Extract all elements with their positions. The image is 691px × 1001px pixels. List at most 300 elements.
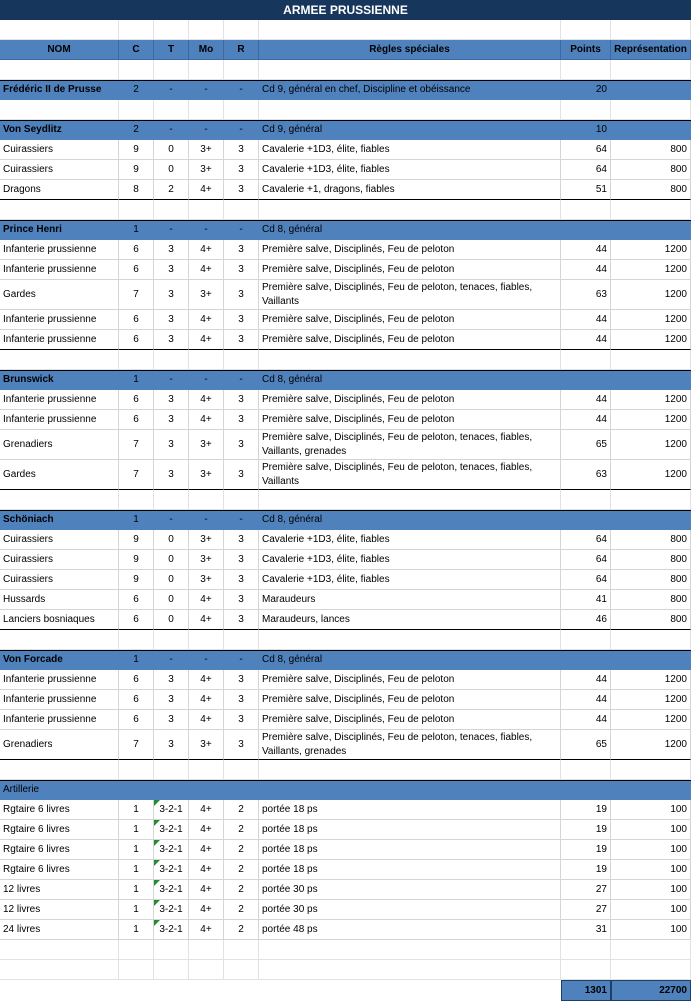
cell-r[interactable]: - xyxy=(224,81,259,100)
cell-mo[interactable]: 3+ xyxy=(189,530,224,550)
cell-r[interactable] xyxy=(224,100,259,120)
cell-nom[interactable]: Grenadiers xyxy=(0,730,119,760)
cell-c[interactable]: 6 xyxy=(119,410,154,430)
cell-r[interactable]: 3 xyxy=(224,590,259,610)
cell-rep[interactable] xyxy=(611,121,691,140)
cell-c[interactable] xyxy=(119,200,154,220)
cell-c[interactable] xyxy=(119,980,154,1001)
cell-r[interactable]: 3 xyxy=(224,330,259,350)
cell-points[interactable]: 63 xyxy=(561,460,611,490)
cell-points[interactable]: 20 xyxy=(561,81,611,100)
cell-t[interactable] xyxy=(154,760,189,780)
cell-rep[interactable]: 100 xyxy=(611,920,691,940)
cell-rep[interactable] xyxy=(611,350,691,370)
cell-t[interactable] xyxy=(154,490,189,510)
cell-nom[interactable]: Infanterie prussienne xyxy=(0,670,119,690)
cell-t[interactable]: 3-2-1 xyxy=(154,860,189,880)
cell-c[interactable]: 9 xyxy=(119,530,154,550)
cell-rep[interactable]: 1200 xyxy=(611,430,691,460)
cell-t[interactable]: 3 xyxy=(154,330,189,350)
cell-c[interactable] xyxy=(119,940,154,960)
cell-points[interactable]: 44 xyxy=(561,390,611,410)
cell-mo[interactable] xyxy=(189,781,224,800)
cell-rep[interactable]: 800 xyxy=(611,610,691,630)
cell-c[interactable]: 6 xyxy=(119,710,154,730)
cell-rep[interactable]: 800 xyxy=(611,590,691,610)
cell-mo[interactable]: 3+ xyxy=(189,570,224,590)
cell-rules[interactable]: portée 30 ps xyxy=(259,900,561,920)
cell-t[interactable] xyxy=(154,940,189,960)
cell-rep[interactable]: 100 xyxy=(611,840,691,860)
cell-rules[interactable] xyxy=(259,781,561,800)
cell-points[interactable]: 64 xyxy=(561,530,611,550)
cell-rules[interactable]: Première salve, Disciplinés, Feu de peloton xyxy=(259,240,561,260)
cell-r[interactable] xyxy=(224,980,259,1001)
cell-nom[interactable]: Infanterie prussienne xyxy=(0,390,119,410)
cell-rep[interactable] xyxy=(611,630,691,650)
cell-rep[interactable]: 1200 xyxy=(611,280,691,310)
cell-mo[interactable]: - xyxy=(189,121,224,140)
cell-nom[interactable]: Brunswick xyxy=(0,371,119,390)
cell-rep[interactable] xyxy=(611,511,691,530)
cell-rep[interactable]: 100 xyxy=(611,860,691,880)
cell-t[interactable]: 3 xyxy=(154,430,189,460)
cell-rep[interactable]: 100 xyxy=(611,820,691,840)
cell-rules[interactable]: Première salve, Disciplinés, Feu de peloton xyxy=(259,390,561,410)
cell-rep[interactable]: 1200 xyxy=(611,260,691,280)
cell-c[interactable] xyxy=(119,781,154,800)
cell-nom[interactable] xyxy=(0,200,119,220)
cell-mo[interactable]: 4+ xyxy=(189,260,224,280)
cell-r[interactable] xyxy=(224,200,259,220)
cell-rules[interactable]: Cavalerie +1D3, élite, fiables xyxy=(259,530,561,550)
cell-rules[interactable] xyxy=(259,940,561,960)
cell-rules[interactable]: Première salve, Disciplinés, Feu de peloton, tenaces, fiables, Vaillants, grenades xyxy=(259,730,561,760)
cell-r[interactable]: 3 xyxy=(224,260,259,280)
cell-c[interactable] xyxy=(119,60,154,80)
cell-c[interactable]: 6 xyxy=(119,330,154,350)
cell-t[interactable]: 3 xyxy=(154,280,189,310)
cell-points[interactable] xyxy=(561,781,611,800)
cell-rep[interactable] xyxy=(611,200,691,220)
cell-c[interactable]: 9 xyxy=(119,570,154,590)
cell-rules[interactable]: portée 30 ps xyxy=(259,880,561,900)
cell-nom[interactable] xyxy=(0,100,119,120)
cell-points[interactable]: 64 xyxy=(561,550,611,570)
cell-t[interactable]: 3 xyxy=(154,390,189,410)
cell-nom[interactable]: Cuirassiers xyxy=(0,160,119,180)
cell-c[interactable] xyxy=(119,760,154,780)
cell-r[interactable]: 3 xyxy=(224,240,259,260)
cell-mo[interactable] xyxy=(189,980,224,1001)
cell-rep[interactable]: 1200 xyxy=(611,240,691,260)
cell-mo[interactable]: 3+ xyxy=(189,430,224,460)
cell-points[interactable] xyxy=(561,760,611,780)
cell-points[interactable]: 65 xyxy=(561,430,611,460)
cell-r[interactable] xyxy=(224,960,259,980)
cell-rep[interactable]: 800 xyxy=(611,160,691,180)
cell-t[interactable]: 0 xyxy=(154,530,189,550)
cell-rules[interactable]: Première salve, Disciplinés, Feu de peloton xyxy=(259,260,561,280)
cell-rep[interactable] xyxy=(611,371,691,390)
cell-t[interactable]: 3 xyxy=(154,240,189,260)
cell-c[interactable]: 1 xyxy=(119,371,154,390)
cell-t[interactable]: - xyxy=(154,651,189,670)
cell-t[interactable] xyxy=(154,60,189,80)
cell-mo[interactable]: 4+ xyxy=(189,590,224,610)
cell-points[interactable] xyxy=(561,200,611,220)
cell-mo[interactable]: 4+ xyxy=(189,820,224,840)
cell-r[interactable]: 3 xyxy=(224,530,259,550)
cell-r[interactable]: 3 xyxy=(224,310,259,330)
cell-rep[interactable] xyxy=(611,81,691,100)
cell-rules[interactable]: Cd 8, général xyxy=(259,651,561,670)
cell-t[interactable]: 0 xyxy=(154,160,189,180)
cell-points[interactable]: 19 xyxy=(561,860,611,880)
cell-r[interactable]: 3 xyxy=(224,550,259,570)
cell-r[interactable]: 3 xyxy=(224,690,259,710)
cell-t[interactable] xyxy=(154,781,189,800)
cell-r[interactable]: 3 xyxy=(224,730,259,760)
cell-c[interactable]: 6 xyxy=(119,260,154,280)
cell-rep[interactable]: 1200 xyxy=(611,670,691,690)
cell-mo[interactable]: 4+ xyxy=(189,920,224,940)
cell-r[interactable]: 3 xyxy=(224,430,259,460)
cell-nom[interactable]: Grenadiers xyxy=(0,430,119,460)
cell-r[interactable]: 3 xyxy=(224,280,259,310)
cell-r[interactable]: 3 xyxy=(224,670,259,690)
cell-points[interactable] xyxy=(561,371,611,390)
cell-t[interactable] xyxy=(154,200,189,220)
cell-points[interactable]: 64 xyxy=(561,140,611,160)
cell-c[interactable]: 6 xyxy=(119,690,154,710)
cell-r[interactable] xyxy=(224,781,259,800)
cell-nom[interactable]: Von Seydlitz xyxy=(0,121,119,140)
cell-nom[interactable] xyxy=(0,490,119,510)
cell-c[interactable]: 1 xyxy=(119,651,154,670)
cell-rep[interactable] xyxy=(611,60,691,80)
cell-c[interactable]: C xyxy=(119,40,154,60)
cell-nom[interactable]: Infanterie prussienne xyxy=(0,240,119,260)
cell-c[interactable]: 6 xyxy=(119,240,154,260)
cell-rules[interactable]: Cd 8, général xyxy=(259,221,561,240)
cell-points[interactable] xyxy=(561,630,611,650)
cell-mo[interactable] xyxy=(189,630,224,650)
cell-mo[interactable] xyxy=(189,350,224,370)
cell-points[interactable]: 44 xyxy=(561,410,611,430)
cell-r[interactable]: 2 xyxy=(224,860,259,880)
cell-points[interactable] xyxy=(561,940,611,960)
cell-mo[interactable]: 4+ xyxy=(189,710,224,730)
cell-mo[interactable] xyxy=(189,760,224,780)
cell-r[interactable]: R xyxy=(224,40,259,60)
cell-rep[interactable]: 1200 xyxy=(611,410,691,430)
cell-rep[interactable] xyxy=(611,100,691,120)
cell-r[interactable] xyxy=(224,350,259,370)
cell-nom[interactable]: 24 livres xyxy=(0,920,119,940)
cell-c[interactable]: 1 xyxy=(119,511,154,530)
cell-rep[interactable] xyxy=(611,940,691,960)
cell-points[interactable]: 27 xyxy=(561,900,611,920)
cell-nom[interactable]: Cuirassiers xyxy=(0,550,119,570)
cell-t[interactable]: 0 xyxy=(154,140,189,160)
cell-r[interactable]: - xyxy=(224,511,259,530)
cell-t[interactable]: 3-2-1 xyxy=(154,800,189,820)
cell-points[interactable]: 63 xyxy=(561,280,611,310)
cell-rep[interactable]: 800 xyxy=(611,570,691,590)
cell-rules[interactable] xyxy=(259,630,561,650)
cell-c[interactable] xyxy=(119,960,154,980)
cell-nom[interactable]: Gardes xyxy=(0,460,119,490)
cell-nom[interactable]: Hussards xyxy=(0,590,119,610)
cell-mo[interactable] xyxy=(189,960,224,980)
cell-nom[interactable]: 12 livres xyxy=(0,900,119,920)
cell-rep[interactable] xyxy=(611,760,691,780)
cell-rules[interactable] xyxy=(259,960,561,980)
cell-points[interactable] xyxy=(561,651,611,670)
cell-r[interactable]: - xyxy=(224,371,259,390)
cell-t[interactable]: 3 xyxy=(154,670,189,690)
cell-c[interactable]: 1 xyxy=(119,880,154,900)
cell-mo[interactable]: - xyxy=(189,81,224,100)
cell-points[interactable]: 41 xyxy=(561,590,611,610)
cell-t[interactable] xyxy=(154,20,189,40)
cell-nom[interactable] xyxy=(0,20,119,40)
cell-points[interactable]: 44 xyxy=(561,690,611,710)
cell-mo[interactable]: 4+ xyxy=(189,180,224,200)
cell-points[interactable]: 44 xyxy=(561,240,611,260)
cell-t[interactable]: 0 xyxy=(154,550,189,570)
cell-r[interactable]: - xyxy=(224,651,259,670)
cell-r[interactable]: 3 xyxy=(224,710,259,730)
cell-rep[interactable] xyxy=(611,960,691,980)
cell-t[interactable]: 0 xyxy=(154,570,189,590)
cell-t[interactable] xyxy=(154,630,189,650)
cell-r[interactable]: 2 xyxy=(224,820,259,840)
cell-nom[interactable] xyxy=(0,60,119,80)
cell-rules[interactable]: portée 18 ps xyxy=(259,840,561,860)
cell-nom[interactable]: Cuirassiers xyxy=(0,140,119,160)
cell-c[interactable]: 1 xyxy=(119,820,154,840)
cell-t[interactable]: 3-2-1 xyxy=(154,840,189,860)
cell-nom[interactable]: NOM xyxy=(0,40,119,60)
cell-nom[interactable]: Infanterie prussienne xyxy=(0,330,119,350)
cell-t[interactable]: 3-2-1 xyxy=(154,820,189,840)
cell-r[interactable] xyxy=(224,760,259,780)
cell-nom[interactable]: Rgtaire 6 livres xyxy=(0,820,119,840)
cell-rules[interactable]: Cd 9, général en chef, Discipline et obéissance xyxy=(259,81,561,100)
cell-t[interactable]: 3 xyxy=(154,730,189,760)
cell-points[interactable] xyxy=(561,511,611,530)
cell-c[interactable]: 7 xyxy=(119,460,154,490)
cell-c[interactable] xyxy=(119,490,154,510)
cell-t[interactable]: - xyxy=(154,121,189,140)
cell-rep[interactable] xyxy=(611,651,691,670)
cell-rules[interactable]: Maraudeurs, lances xyxy=(259,610,561,630)
cell-c[interactable]: 2 xyxy=(119,81,154,100)
cell-mo[interactable] xyxy=(189,940,224,960)
cell-points[interactable] xyxy=(561,350,611,370)
cell-rules[interactable] xyxy=(259,760,561,780)
cell-mo[interactable]: 4+ xyxy=(189,690,224,710)
cell-rules[interactable] xyxy=(259,980,561,1001)
cell-r[interactable]: 3 xyxy=(224,140,259,160)
cell-rep[interactable]: 1200 xyxy=(611,690,691,710)
cell-rep[interactable]: 100 xyxy=(611,800,691,820)
cell-t[interactable]: 3-2-1 xyxy=(154,920,189,940)
cell-c[interactable]: 1 xyxy=(119,920,154,940)
cell-rules[interactable]: Cavalerie +1D3, élite, fiables xyxy=(259,160,561,180)
cell-rules[interactable]: Règles spéciales xyxy=(259,40,561,60)
cell-rep[interactable]: Représentation xyxy=(611,40,691,60)
cell-rules[interactable]: Première salve, Disciplinés, Feu de peloton, tenaces, fiables, Vaillants xyxy=(259,460,561,490)
cell-mo[interactable]: 4+ xyxy=(189,330,224,350)
cell-r[interactable]: 3 xyxy=(224,180,259,200)
cell-nom[interactable]: Infanterie prussienne xyxy=(0,710,119,730)
cell-t[interactable]: - xyxy=(154,511,189,530)
cell-rules[interactable]: Cd 8, général xyxy=(259,511,561,530)
cell-t[interactable]: 3 xyxy=(154,690,189,710)
cell-r[interactable]: 3 xyxy=(224,160,259,180)
cell-mo[interactable]: Mo xyxy=(189,40,224,60)
cell-t[interactable]: - xyxy=(154,81,189,100)
cell-rep[interactable]: 1200 xyxy=(611,390,691,410)
cell-points[interactable]: 10 xyxy=(561,121,611,140)
cell-r[interactable]: 3 xyxy=(224,460,259,490)
cell-nom[interactable]: Von Forcade xyxy=(0,651,119,670)
cell-c[interactable]: 1 xyxy=(119,800,154,820)
cell-nom[interactable] xyxy=(0,630,119,650)
cell-c[interactable]: 9 xyxy=(119,160,154,180)
cell-c[interactable]: 1 xyxy=(119,221,154,240)
cell-mo[interactable]: 3+ xyxy=(189,140,224,160)
total-points[interactable]: 1301 xyxy=(561,980,611,1001)
cell-rules[interactable]: Cavalerie +1D3, élite, fiables xyxy=(259,570,561,590)
cell-t[interactable]: 3 xyxy=(154,260,189,280)
cell-nom[interactable] xyxy=(0,980,119,1001)
cell-points[interactable]: 64 xyxy=(561,570,611,590)
cell-points[interactable]: 44 xyxy=(561,310,611,330)
cell-c[interactable]: 6 xyxy=(119,390,154,410)
cell-nom[interactable]: Artillerie xyxy=(0,781,119,800)
cell-nom[interactable] xyxy=(0,350,119,370)
cell-t[interactable]: 3-2-1 xyxy=(154,900,189,920)
cell-points[interactable]: 44 xyxy=(561,330,611,350)
cell-mo[interactable]: 4+ xyxy=(189,900,224,920)
cell-c[interactable]: 8 xyxy=(119,180,154,200)
cell-mo[interactable] xyxy=(189,60,224,80)
cell-nom[interactable]: Rgtaire 6 livres xyxy=(0,840,119,860)
cell-mo[interactable]: 3+ xyxy=(189,730,224,760)
cell-t[interactable]: 0 xyxy=(154,590,189,610)
cell-nom[interactable]: Prince Henri xyxy=(0,221,119,240)
cell-rep[interactable]: 1200 xyxy=(611,710,691,730)
cell-mo[interactable]: 4+ xyxy=(189,390,224,410)
cell-nom[interactable]: 12 livres xyxy=(0,880,119,900)
cell-t[interactable]: 0 xyxy=(154,610,189,630)
cell-c[interactable] xyxy=(119,100,154,120)
cell-rep[interactable]: 1200 xyxy=(611,330,691,350)
cell-r[interactable]: 2 xyxy=(224,880,259,900)
cell-r[interactable]: - xyxy=(224,221,259,240)
cell-rep[interactable]: 100 xyxy=(611,880,691,900)
cell-rules[interactable]: Première salve, Disciplinés, Feu de peloton xyxy=(259,410,561,430)
cell-c[interactable]: 6 xyxy=(119,310,154,330)
cell-r[interactable]: - xyxy=(224,121,259,140)
cell-c[interactable] xyxy=(119,350,154,370)
cell-rep[interactable] xyxy=(611,490,691,510)
cell-mo[interactable]: 3+ xyxy=(189,460,224,490)
cell-rules[interactable]: Première salve, Disciplinés, Feu de peloton xyxy=(259,670,561,690)
cell-rules[interactable]: Maraudeurs xyxy=(259,590,561,610)
cell-r[interactable] xyxy=(224,490,259,510)
cell-rules[interactable]: Cd 8, général xyxy=(259,371,561,390)
cell-c[interactable]: 1 xyxy=(119,860,154,880)
cell-points[interactable]: 51 xyxy=(561,180,611,200)
cell-t[interactable] xyxy=(154,100,189,120)
cell-c[interactable]: 7 xyxy=(119,430,154,460)
cell-nom[interactable]: Cuirassiers xyxy=(0,570,119,590)
cell-points[interactable]: 19 xyxy=(561,820,611,840)
cell-nom[interactable]: Lanciers bosniaques xyxy=(0,610,119,630)
cell-mo[interactable] xyxy=(189,100,224,120)
cell-rules[interactable]: Cavalerie +1D3, élite, fiables xyxy=(259,140,561,160)
cell-mo[interactable]: 4+ xyxy=(189,880,224,900)
cell-t[interactable]: 3 xyxy=(154,310,189,330)
cell-c[interactable]: 6 xyxy=(119,590,154,610)
cell-rep[interactable] xyxy=(611,781,691,800)
cell-rep[interactable] xyxy=(611,20,691,40)
cell-points[interactable]: 44 xyxy=(561,260,611,280)
cell-rep[interactable]: 1200 xyxy=(611,310,691,330)
cell-mo[interactable]: 4+ xyxy=(189,240,224,260)
cell-mo[interactable]: 4+ xyxy=(189,860,224,880)
cell-mo[interactable]: 4+ xyxy=(189,840,224,860)
cell-points[interactable]: 44 xyxy=(561,710,611,730)
cell-t[interactable]: 2 xyxy=(154,180,189,200)
cell-points[interactable] xyxy=(561,20,611,40)
cell-r[interactable]: 3 xyxy=(224,610,259,630)
cell-nom[interactable]: Infanterie prussienne xyxy=(0,690,119,710)
cell-rules[interactable]: portée 48 ps xyxy=(259,920,561,940)
cell-c[interactable]: 9 xyxy=(119,550,154,570)
cell-points[interactable] xyxy=(561,960,611,980)
cell-mo[interactable]: 4+ xyxy=(189,670,224,690)
cell-t[interactable] xyxy=(154,960,189,980)
cell-t[interactable]: T xyxy=(154,40,189,60)
cell-r[interactable] xyxy=(224,20,259,40)
cell-rules[interactable]: Première salve, Disciplinés, Feu de peloton xyxy=(259,710,561,730)
cell-rules[interactable]: Première salve, Disciplinés, Feu de peloton, tenaces, fiables, Vaillants xyxy=(259,280,561,310)
cell-t[interactable] xyxy=(154,350,189,370)
cell-mo[interactable]: - xyxy=(189,371,224,390)
cell-nom[interactable]: Frédéric II de Prusse xyxy=(0,81,119,100)
cell-r[interactable] xyxy=(224,60,259,80)
cell-nom[interactable]: Infanterie prussienne xyxy=(0,310,119,330)
cell-mo[interactable] xyxy=(189,20,224,40)
cell-c[interactable]: 6 xyxy=(119,610,154,630)
title-cell[interactable]: ARMEE PRUSSIENNE xyxy=(0,0,691,20)
cell-rep[interactable] xyxy=(611,221,691,240)
cell-c[interactable]: 7 xyxy=(119,280,154,310)
cell-nom[interactable]: Infanterie prussienne xyxy=(0,410,119,430)
cell-mo[interactable]: 3+ xyxy=(189,280,224,310)
cell-mo[interactable]: - xyxy=(189,651,224,670)
cell-mo[interactable]: 3+ xyxy=(189,550,224,570)
cell-points[interactable]: 19 xyxy=(561,800,611,820)
cell-r[interactable]: 2 xyxy=(224,800,259,820)
cell-t[interactable] xyxy=(154,980,189,1001)
